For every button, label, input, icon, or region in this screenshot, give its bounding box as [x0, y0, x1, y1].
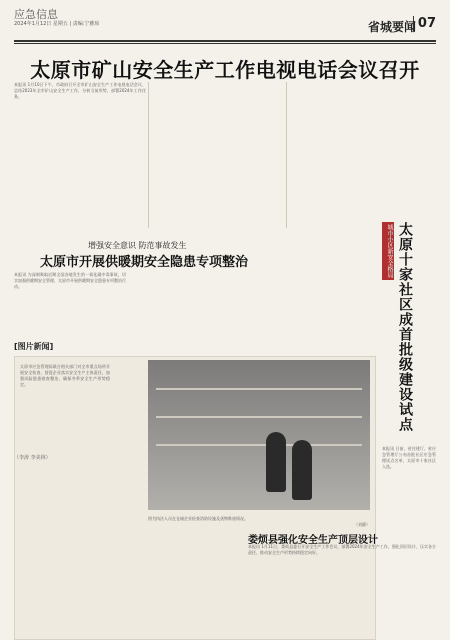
warehouse-shelf — [156, 388, 362, 390]
header-rule — [14, 40, 436, 42]
article2-lead: 本报讯 为深刻吸取近期全国各地发生的一氧化碳中毒事故，切实加强供暖期安全管理，太原市开展供暖期安全隐患专项整治行动。 — [14, 272, 126, 289]
article3-headline: 娄烦县强化安全生产顶层设计 — [248, 535, 378, 546]
article2-column-1 — [14, 272, 126, 338]
photo-credit: （刘静） — [354, 522, 370, 527]
article3-lead: 本报讯 1月11日，娄烦县委召开安全生产工作会议，部署2024年安全生产工作，强化顶层设计，压实各方责任，推动安全生产形势持续稳定向好。 — [248, 544, 436, 555]
side-title: 太原十家社区成首批级建设试点 — [397, 222, 413, 432]
article2-headline: 太原市开展供暖期安全隐患专项整治 — [40, 255, 249, 270]
inspector-figure — [266, 432, 286, 492]
page-header — [14, 6, 436, 42]
article1-column-3 — [290, 82, 435, 228]
article3-body — [248, 544, 436, 638]
article1-lead: 本报讯 1月10日下午，市政府召开全市矿山安全生产工作电视电话会议，总结2023年全市矿山安全生产工作，分析当前形势，部署2024年工作任务。 — [14, 82, 146, 99]
photo-bottom-text: 图为执法人员在仓储企业检查消防设施及货物堆放情况。 — [148, 516, 248, 521]
side-lead: 本报讯 日前，省住建厅、省应急管理厅公布首批社区应急管理试点名单，太原市十家社区入选。 — [382, 446, 436, 469]
inspector-figure — [292, 440, 312, 500]
page-number: 07 — [413, 16, 436, 31]
column-divider — [286, 82, 287, 228]
warehouse-shelf — [156, 444, 362, 446]
warehouse-shelf — [156, 416, 362, 418]
photo-news-label: [图片新闻] — [14, 342, 54, 351]
main-headline: 太原市矿山安全生产工作电视电话会议召开 — [30, 58, 420, 82]
article2-column-2 — [132, 272, 244, 338]
photo-caption-left — [20, 364, 110, 450]
side-article-body — [382, 446, 436, 532]
issue-meta: 2024年1月12日 星期五 | 责编:宁雅琼 — [14, 21, 100, 27]
photo-byline: （李涛 李美林） — [14, 455, 51, 461]
article1-column-1 — [14, 82, 146, 228]
article2-kicker: 增强安全意识 防范事故发生 — [88, 241, 187, 250]
header-rule-thin — [14, 43, 436, 44]
side-article-heading — [382, 222, 432, 442]
newspaper-logo: 应急信息 — [14, 8, 58, 21]
column-divider — [148, 82, 149, 228]
section-name: 省城要闻 — [367, 20, 416, 34]
side-kicker: 城市小区新安全格局 — [382, 222, 394, 280]
news-photo — [148, 360, 370, 510]
article2-column-3 — [250, 272, 374, 338]
article1-column-2 — [152, 82, 284, 228]
photo-left-text: 太原市应急管理局联合相关部门对全市重点场所开展安全检查，督促企业落实安全生产主体责任，加强风险隐患排查整治，确保冬季安全生产形势稳定。 — [20, 364, 110, 387]
